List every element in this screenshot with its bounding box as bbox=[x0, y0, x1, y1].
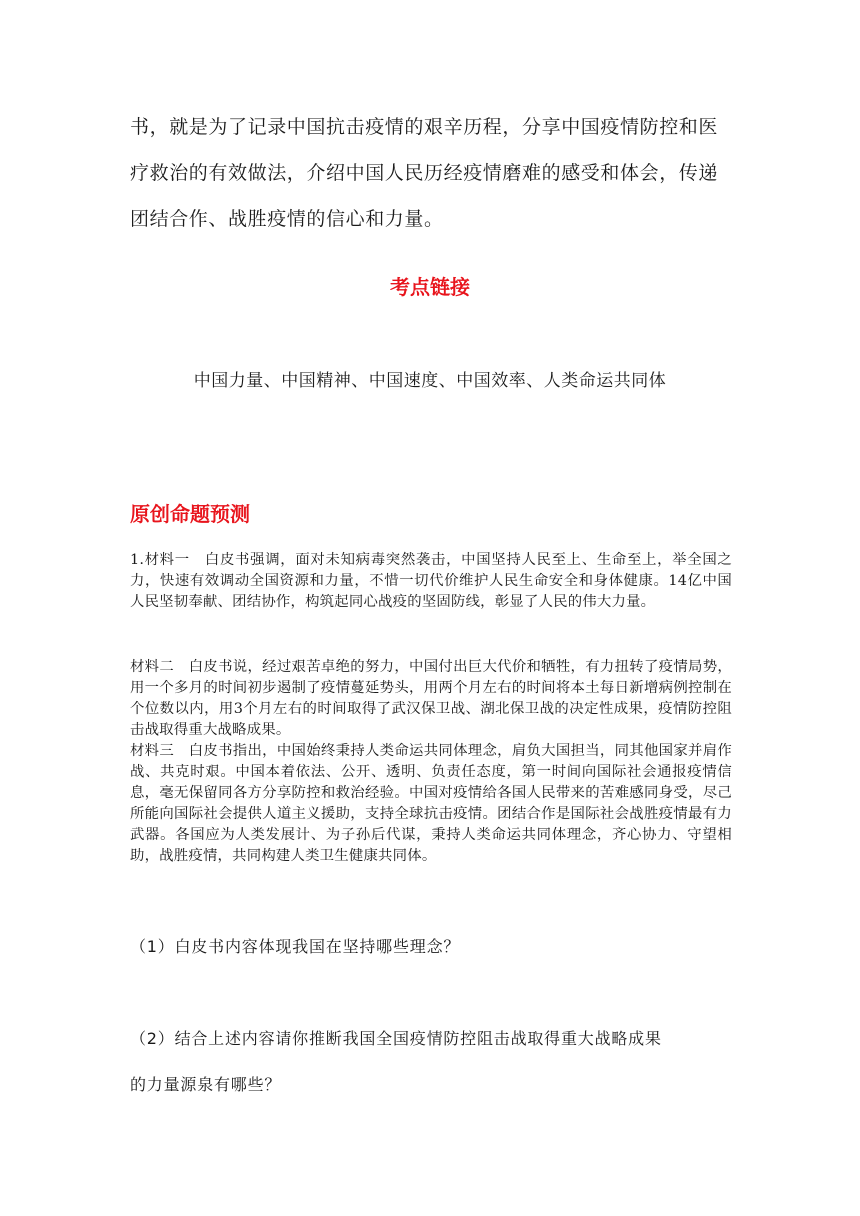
question-two-line-2: 的力量源泉有哪些？ bbox=[130, 1075, 282, 1094]
material-three-paragraph: 材料三 白皮书指出，中国始终秉持人类命运共同体理念，肩负大国担当，同其他国家并肩作战、共克时艰。中国本着依法、公开、透明、负责任态度，第一时间向国际社会通报疫情信息，毫无保留同各方分享防控和救治经验。中国对疫情给各国人民带来的苦难感同身受，尽己所能向国际社会提供人道主义援助，支持全球抗击疫情。团结合作是国际社会战胜疫情最有力武器。各国应为人类发展计、为子孙后代谋，秉持人类命运共同体理念，齐心协力、守望相助，战胜疫情，共同构建人类卫生健康共同体。 bbox=[130, 743, 732, 864]
intro-text-line-1: 书，就是为了记录中国抗击疫情的艰辛历程，分享中国疫情防控和医 bbox=[130, 116, 719, 138]
material-two-paragraph: 材料二 白皮书说，经过艰苦卓绝的努力，中国付出巨大代价和牺牲，有力扭转了疫情局势，用一个多月的时间初步遏制了疫情蔓延势头，用两个月左右的时间将本土每日新增病例控制在个位数以内，用3个月左右的时间取得了武汉保卫战、湖北保卫战的决定性成果，疫情防控阻击战取得重大战略成果。 bbox=[130, 659, 732, 738]
exam-link-heading: 考点链接 bbox=[390, 275, 470, 299]
question-two-line-1: （2）结合上述内容请你推断我国全国疫情防控阻击战取得重大战略成果 bbox=[130, 1029, 662, 1048]
intro-text-line-2: 疗救治的有效做法，介绍中国人民历经疫情磨难的感受和体会，传递 bbox=[130, 162, 719, 184]
intro-text-line-3: 团结合作、战胜疫情的信心和力量。 bbox=[130, 208, 444, 230]
question-one: （1）白皮书内容体现我国在坚持哪些理念？ bbox=[130, 937, 461, 956]
material-one-paragraph: 1.材料一 白皮书强调，面对未知病毒突然袭击，中国坚持人民至上、生命至上，举全国之力，快速有效调动全国资源和力量，不惜一切代价维护人民生命安全和身体健康。14亿中国人民坚韧奉献、团结协作，构筑起同心战疫的坚固防线，彰显了人民的伟大力量。 bbox=[130, 552, 732, 610]
prediction-heading: 原创命题预测 bbox=[130, 502, 250, 526]
exam-keywords: 中国力量、中国精神、中国速度、中国效率、人类命运共同体 bbox=[193, 371, 667, 391]
